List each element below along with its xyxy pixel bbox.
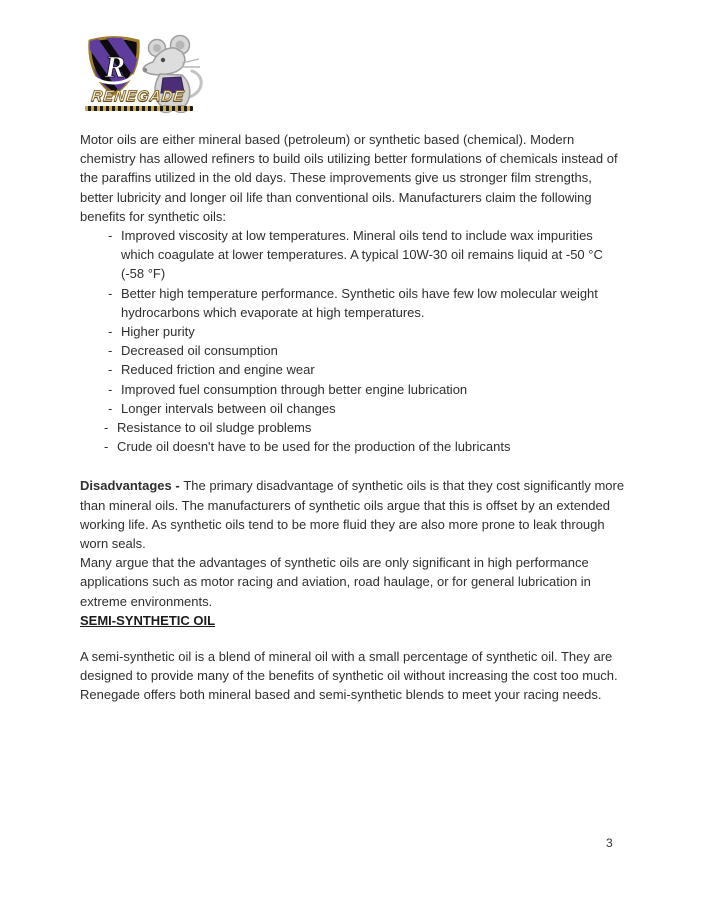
bullet-dash: - [108, 381, 113, 397]
logo-wordmark: RENEGADE [90, 88, 186, 105]
list-item [80, 322, 627, 341]
intro-paragraph: Motor oils are either mineral based (petroleum) or synthetic based (chemical). Modern chemistry has allowed refiners to build oils utilizing better formulations of chemicals instead of the paraffins utilized in the old days. These improvements give us stronger film strengths, better lubricity and longer oil life than conventional oils. Manufacturers claim the following benefits for synthetic oils: [80, 132, 618, 224]
list-item [80, 360, 627, 379]
list-item [80, 399, 627, 418]
bullet-dash: - [108, 400, 113, 416]
bullet-dash: - [108, 324, 113, 340]
bullet-dash: - [108, 228, 113, 244]
disadvantages-text: The primary disadvantage of synthetic oils is that they cost significantly more than mineral oils. The manufacturers of synthetic oils argue that this is offset by an extended working life. As synthetic oils tend to be more fluid they are also more prone to leak through worn seals. [80, 478, 625, 552]
bullet-dash: - [108, 362, 113, 378]
closing-paragraph: Renegade offers both mineral based and semi-synthetic blends to meet your racing needs. [80, 687, 602, 703]
list-item-text: Improved fuel consumption through better engine lubrication [121, 381, 468, 397]
renegade-logo [82, 34, 214, 124]
disadvantages-paragraph [80, 476, 627, 553]
list-item-text: Reduced friction and engine wear [121, 362, 315, 378]
list-item-text: Longer intervals between oil changes [121, 400, 336, 416]
list-item-text: Resistance to oil sludge problems [117, 420, 312, 436]
list-item [80, 226, 627, 284]
list-item [80, 380, 627, 399]
bullet-dash: - [108, 285, 113, 301]
page-number: 3 [606, 836, 613, 850]
list-item-text: Crude oil doesn't have to be used for the production of the lubricants [117, 439, 511, 455]
list-item-text: Decreased oil consumption [121, 343, 278, 359]
disadvantages-label: Disadvantages - [80, 478, 184, 494]
list-item-text: Improved viscosity at low temperatures. Mineral oils tend to include wax impurities which coagulate at lower temperatures. A typical 10W-30 oil remains liquid at -50 °C (-58 °F) [121, 228, 603, 282]
bullet-dash: - [108, 343, 113, 359]
list-item [80, 418, 627, 437]
benefits-list [80, 226, 627, 456]
list-item-text: Better high temperature performance. Synthetic oils have few low molecular weight hydrocarbons which evaporate at high temperatures. [121, 285, 598, 320]
section-heading: SEMI-SYNTHETIC OIL [80, 612, 216, 628]
high-performance-paragraph: Many argue that the advantages of synthetic oils are only significant in high performance applications such as motor racing and aviation, road haulage, or for general lubrication in extreme environments. [80, 555, 591, 609]
list-item [80, 437, 627, 456]
list-item [80, 284, 627, 322]
list-item [80, 341, 627, 360]
shield-letter: R [104, 49, 126, 84]
semi-synthetic-paragraph: A semi-synthetic oil is a blend of mineral oil with a small percentage of synthetic oil. They are designed to provide many of the benefits of synthetic oil without increasing the cost too much. [80, 649, 618, 684]
list-item-text: Higher purity [121, 324, 195, 340]
bullet-dash: - [104, 439, 109, 455]
bullet-dash: - [104, 420, 109, 436]
document-body [80, 130, 627, 705]
logo-tagline-bar [85, 106, 193, 111]
